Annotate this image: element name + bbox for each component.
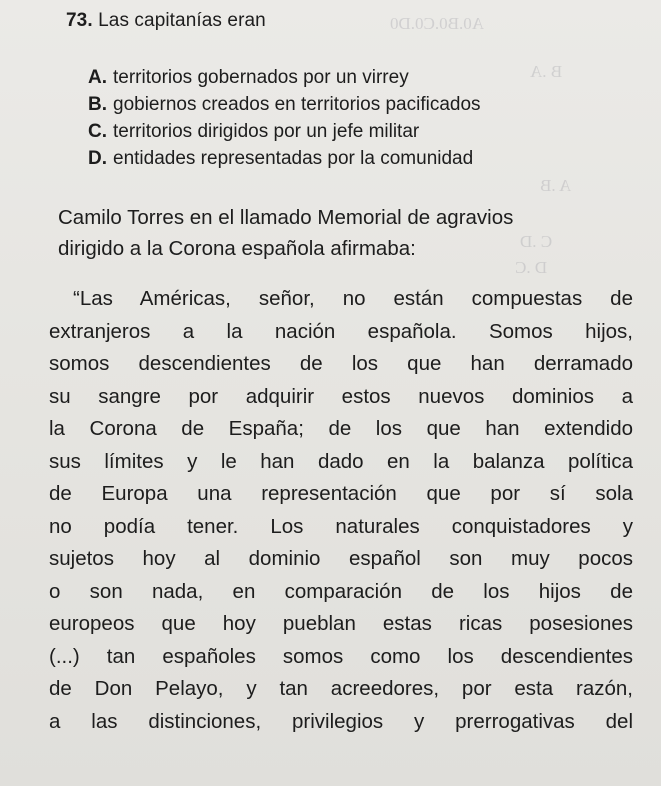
quote-line: somos descendientes de los que han derramado	[49, 352, 633, 375]
quote-line: de Europa una representación que por sí sola	[49, 482, 633, 505]
question-number: 73.	[66, 10, 93, 31]
quote-line: (...) tan españoles somos como los descendientes	[49, 644, 633, 668]
option-b[interactable]	[88, 91, 628, 118]
question-title	[66, 10, 266, 32]
option-letter: A.	[88, 67, 107, 88]
intro-line: Camilo Torres en el llamado Memorial de agravios	[58, 206, 514, 229]
quote-line: extranjeros a la nación española. Somos hijos,	[49, 319, 633, 343]
quote-line: “Las Américas, señor, no están compuestas de	[73, 287, 633, 310]
quote-line: a las distinciones, privilegios y prerrogativas del	[49, 709, 633, 733]
quote-line: europeos que hoy pueblan estas ricas posesiones	[49, 612, 633, 635]
option-a[interactable]	[88, 64, 628, 91]
option-text: gobiernos creados en territorios pacificados	[113, 94, 481, 115]
option-letter: C.	[88, 121, 107, 142]
option-text: entidades representadas por la comunidad	[113, 148, 474, 169]
show-through-text: C .D	[520, 232, 553, 251]
answer-options	[88, 64, 628, 172]
option-text: territorios dirigidos por un jefe militar	[113, 121, 420, 142]
quote-line: o son nada, en comparación de los hijos de	[49, 579, 633, 603]
show-through-text: D .C	[515, 258, 548, 277]
option-letter: D.	[88, 148, 107, 169]
quote-line: sus límites y le han dado en la balanza política	[49, 449, 633, 473]
intro-line: dirigido a la Corona española afirmaba:	[58, 237, 416, 260]
quote-line: no podía tener. Los naturales conquistadores y	[49, 514, 633, 538]
quote-line: la Corona de España; de los que han extendido	[49, 417, 633, 440]
show-through-text: A0.B0.C0.D0	[390, 14, 484, 33]
option-text: territorios gobernados por un virrey	[113, 67, 409, 88]
option-d[interactable]	[88, 145, 628, 172]
context-intro	[58, 202, 638, 264]
question-stem: Las capitanías eran	[98, 10, 266, 31]
quote-line: de Don Pelayo, y tan acreedores, por esta razón,	[49, 677, 633, 700]
show-through-text: A .B	[540, 176, 572, 195]
option-c[interactable]	[88, 118, 628, 145]
quote-line: sujetos hoy al dominio español son muy pocos	[49, 547, 633, 570]
show-through-text: B .A	[530, 62, 563, 81]
quote-line: su sangre por adquirir estos nuevos dominios a	[49, 384, 633, 408]
historical-quote	[49, 283, 633, 738]
option-letter: B.	[88, 94, 107, 115]
